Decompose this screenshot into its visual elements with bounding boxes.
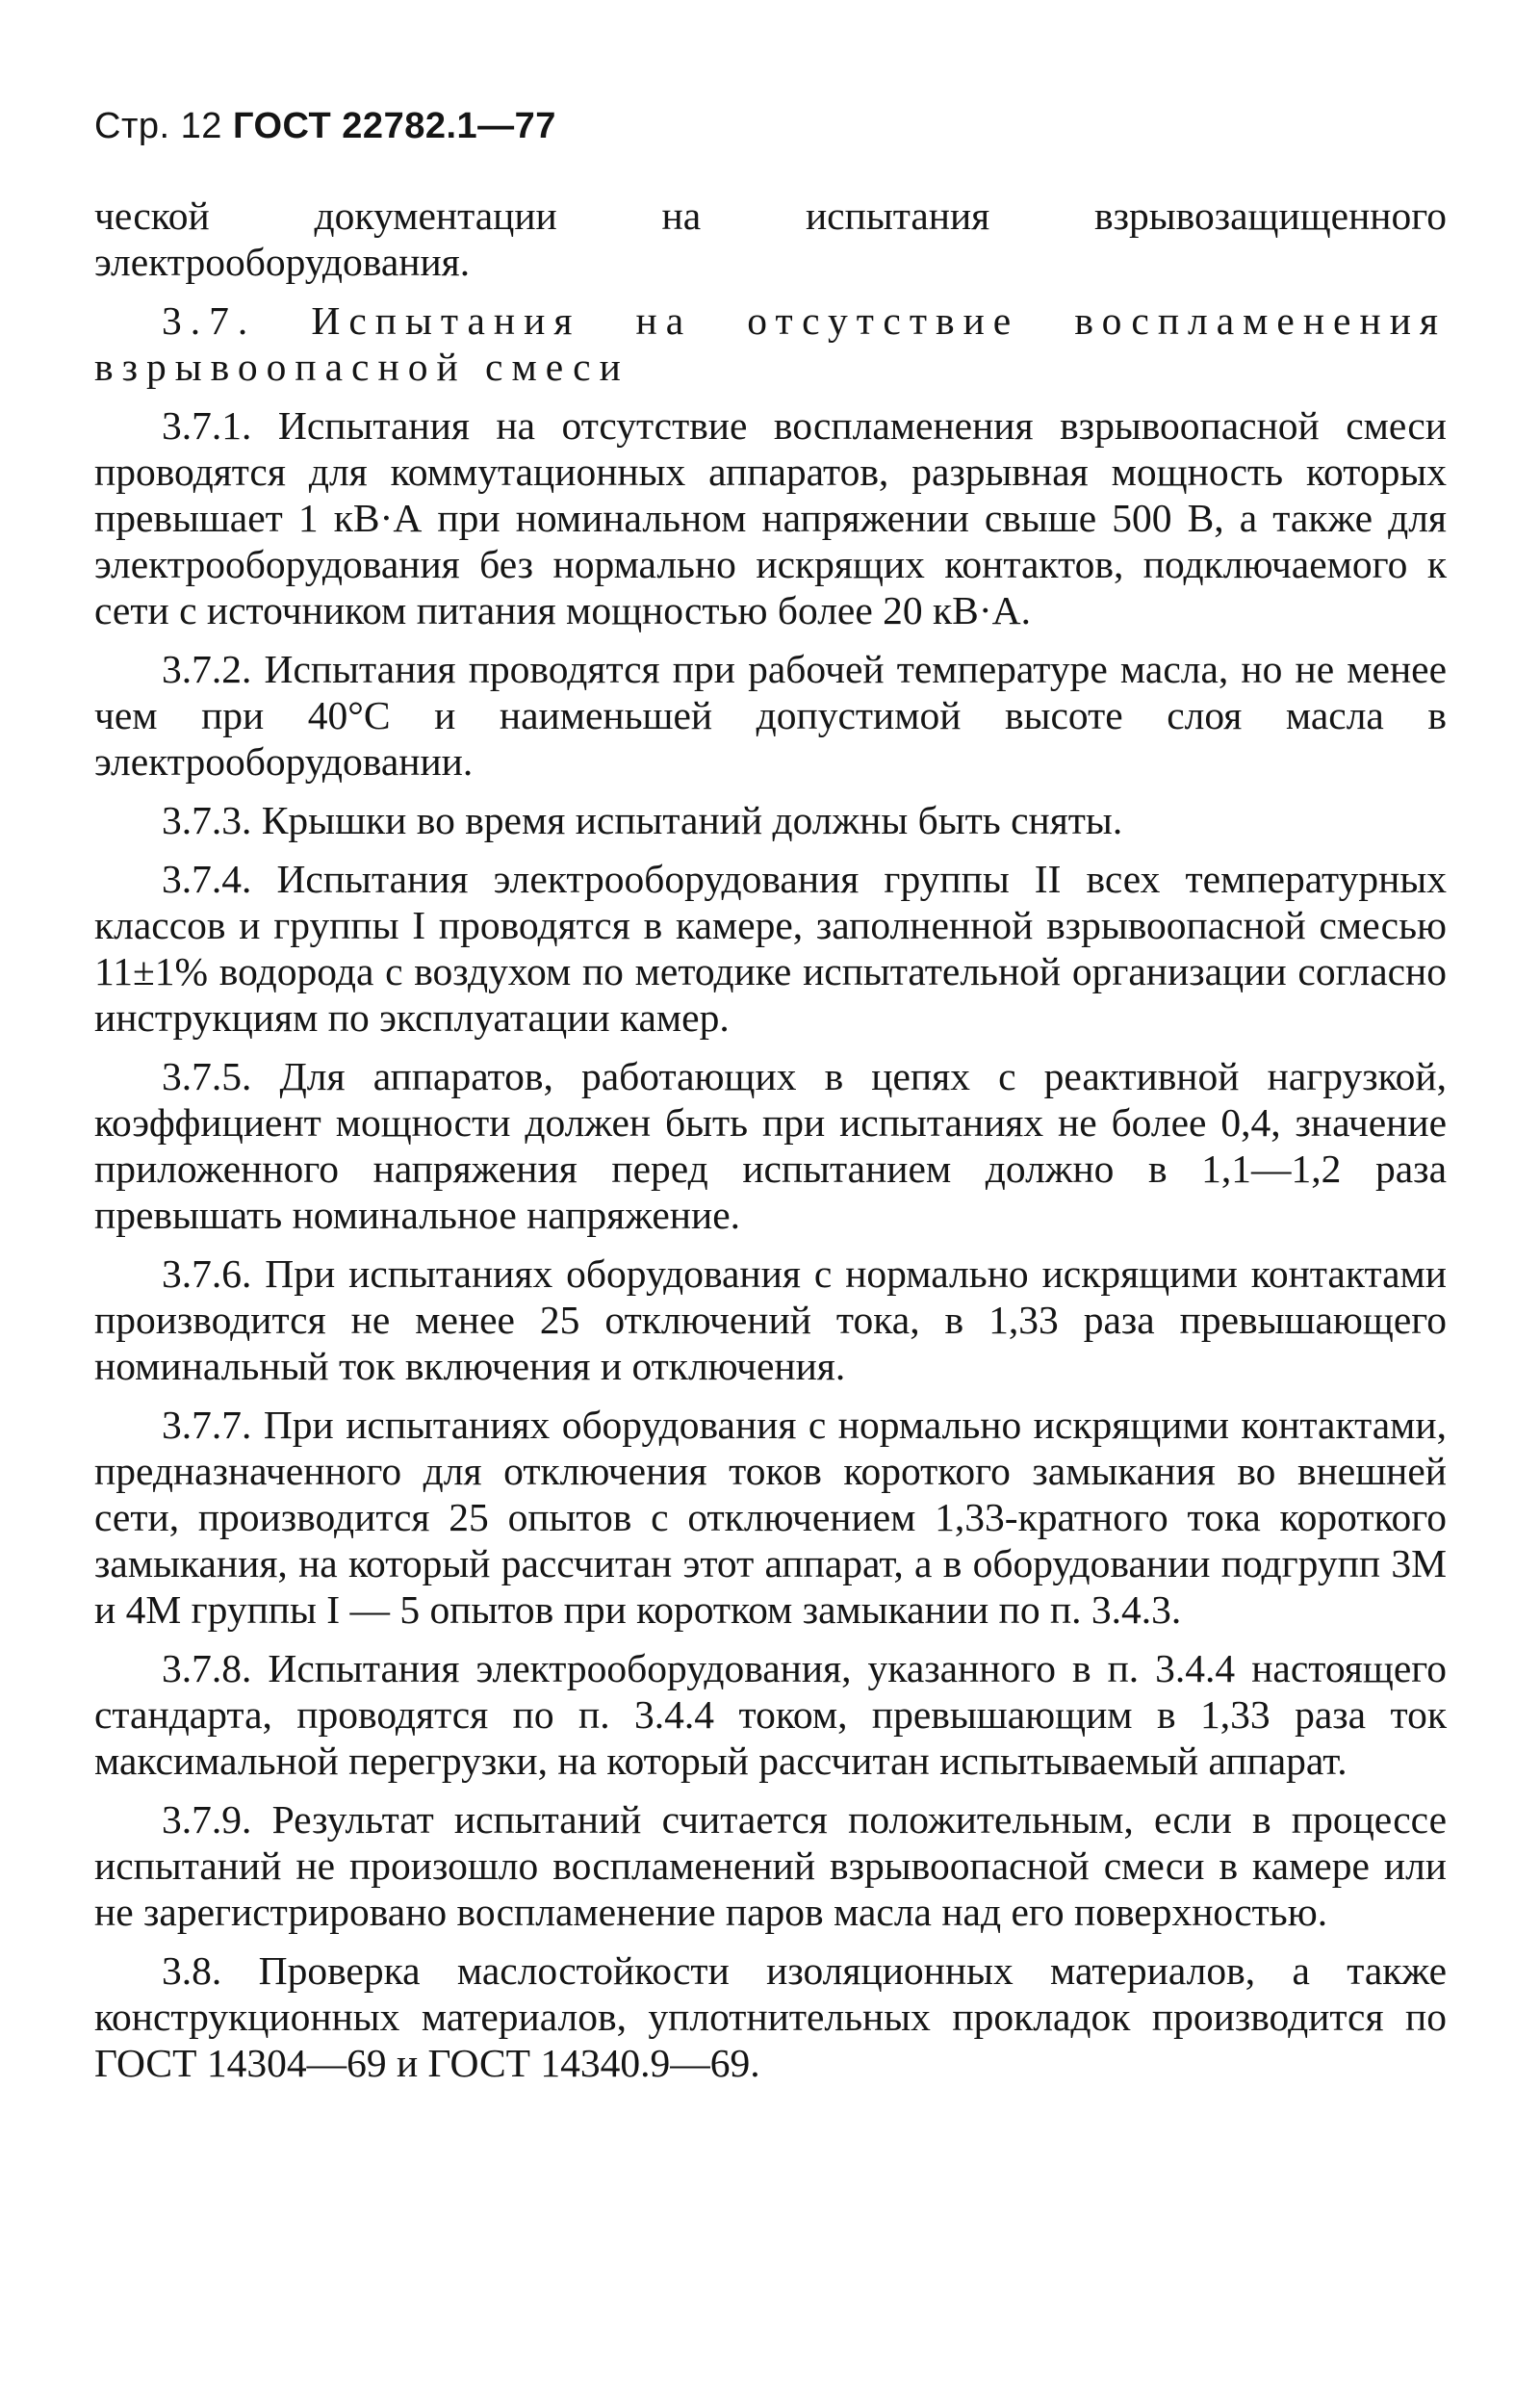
paragraph-3-7-5: 3.7.5. Для аппаратов, работающих в цепях с реактивной нагрузкой, коэффициент мощности должен быть при испытаниях не более 0,4, значение приложенного напряжения перед испытанием должно в 1,1—1,2 раза превышать номинальное напряжение. (94, 1054, 1447, 1237)
paragraph-3-7-6: 3.7.6. При испытаниях оборудования с нормально искрящими контактами производится не менее 25 отключений тока, в 1,33 раза превышающего номинальный ток включения и отключения. (94, 1251, 1447, 1388)
section-heading-3-7: 3.7. Испытания на отсутствие воспламенения взрывоопасной смеси (94, 298, 1447, 389)
page-number: Стр. 12 (94, 106, 222, 146)
paragraph-3-7-4: 3.7.4. Испытания электрооборудования группы II всех температурных классов и группы I проводятся в камере, заполненной взрывоопасной смесью 11±1% водорода с воздухом по методике испытательной организации согласно инструкциям по эксплуатации камер. (94, 857, 1447, 1040)
paragraph-3-7-7: 3.7.7. При испытаниях оборудования с нормально искрящими контактами, предназначенного для отключения токов короткого замыкания во внешней сети, производится 25 опытов с отключением 1,33-кратного тока короткого замыкания, на который рассчитан этот аппарат, а в оборудовании подгрупп 3М и 4М группы I — 5 опытов при коротком замыкании по п. 3.4.3. (94, 1403, 1447, 1632)
document-body (94, 193, 1447, 2086)
paragraph-3-7-8: 3.7.8. Испытания электрооборудования, указанного в п. 3.4.4 настоящего стандарта, проводятся по п. 3.4.4 током, превышающим в 1,33 раза ток максимальной перегрузки, на который рассчитан испытываемый аппарат. (94, 1646, 1447, 1783)
paragraph-3-7-2: 3.7.2. Испытания проводятся при рабочей температуре масла, но не менее чем при 40°С и наименьшей допустимой высоте слоя масла в электрооборудовании. (94, 647, 1447, 784)
paragraph-continued: ческой документации на испытания взрывозащищенного электрооборудования. (94, 193, 1447, 284)
page-header (94, 106, 556, 147)
standard-number: ГОСТ 22782.1—77 (232, 106, 556, 146)
paragraph-3-7-3: 3.7.3. Крышки во время испытаний должны быть сняты. (162, 798, 1123, 842)
paragraph-3-7-1: 3.7.1. Испытания на отсутствие воспламенения взрывоопасной смеси проводятся для коммутационных аппаратов, разрывная мощность которых превышает 1 кВ·А при номинальном напряжении свыше 500 В, а также для электрооборудования без нормально искрящих контактов, подключаемого к сети с источником питания мощностью более 20 кВ·А. (94, 403, 1447, 632)
paragraph-3-7-9: 3.7.9. Результат испытаний считается положительным, если в процессе испытаний не произошло воспламенений взрывоопасной смеси в камере или не зарегистрировано воспламенение паров масла над его поверхностью. (94, 1797, 1447, 1934)
paragraph-3-8: 3.8. Проверка маслостойкости изоляционных материалов, а также конструкционных материалов, уплотнительных прокладок производится по ГОСТ 14304—69 и ГОСТ 14340.9—69. (94, 1948, 1447, 2085)
